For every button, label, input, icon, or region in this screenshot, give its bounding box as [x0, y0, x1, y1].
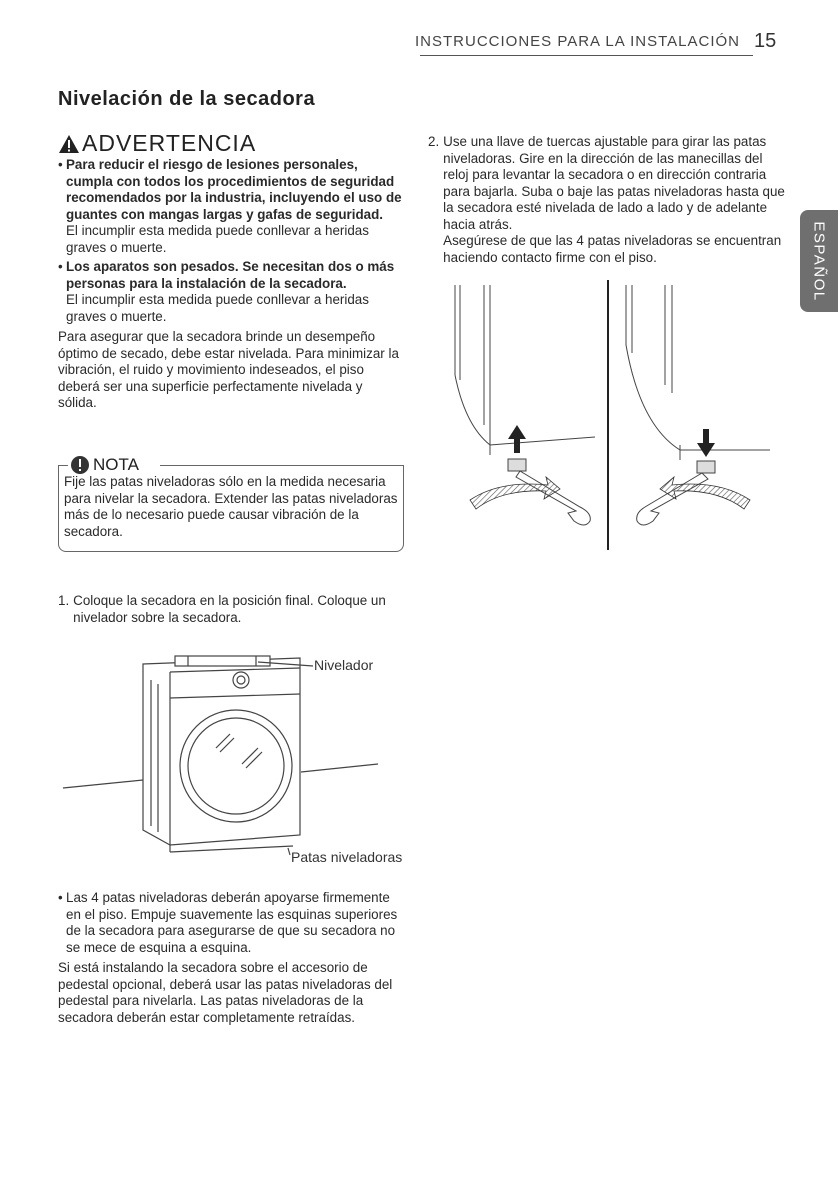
rotate-arrow-left-icon	[470, 477, 560, 509]
section-title: Nivelación de la secadora	[58, 88, 316, 110]
step-extra-text: Asegúrese de que las 4 patas niveladoras se encuentran haciendo contacto firme con el piso.	[443, 233, 782, 265]
note-rule	[160, 465, 403, 466]
intro-paragraph: Para asegurar que la secadora brinde un desempeño óptimo de secado, debe estar nivelada. Para minimizar la vibración, el ruido y movimiento indeseados, el piso deberá ser una superficie perfectamente nivelada y sólida.	[58, 329, 399, 410]
warning-icon	[58, 134, 80, 154]
wrench-illustration	[440, 275, 780, 555]
step-number: 1.	[58, 593, 70, 608]
note-icon	[70, 455, 90, 475]
step-text: Coloque la secadora en la posición final. Coloque un nivelador sobre la secadora.	[73, 593, 386, 625]
page-number: 15	[754, 30, 777, 52]
note-text: Fije las patas niveladoras sólo en la medida necesaria para nivelar la secadora. Extender las patas niveladoras más de lo necesario puede causar vibración de la secadora.	[64, 474, 398, 539]
rotate-arrow-right-icon	[660, 477, 750, 509]
dryer-illustration	[58, 640, 403, 870]
raise-arrow-icon	[508, 425, 526, 453]
step-1	[58, 593, 403, 626]
warning-heading	[58, 130, 256, 157]
warning-list	[58, 157, 403, 412]
lower-arrow-icon	[697, 429, 715, 457]
warning-item	[58, 259, 403, 325]
language-tab	[800, 210, 838, 312]
warning-item-bold: • Para reducir el riesgo de lesiones personales, cumpla con todos los procedimientos de seguridad recomendados por la industria, incluyendo el uso de guantes con mangas largas y gafas de seguridad.	[66, 157, 402, 222]
leveler-label: Nivelador	[314, 657, 374, 673]
warning-item-text: El incumplir esta medida puede conllevar a heridas graves o muerte.	[66, 223, 369, 255]
bottom-paragraph: Si está instalando la secadora sobre el accesorio de pedestal opcional, deberá usar las patas niveladoras del pedestal para nivelarla. Las patas niveladoras de la secadora deberán estar completamente retraídas.	[58, 960, 393, 1025]
step-2	[428, 134, 788, 266]
step-number: 2.	[428, 134, 440, 149]
language-tab-label: ESPAÑOL	[810, 220, 828, 302]
header-title: INSTRUCCIONES PARA LA INSTALACIÓN	[414, 33, 740, 50]
step-text: Use una llave de tuercas ajustable para girar las patas niveladoras. Gire en la dirección de las manecillas del reloj para levantar la secadora o en dirección contraria para bajarla. Suba o baje las patas niveladoras hasta que la secadora esté nivelada de lado a lado y de adelante hacia atrás.	[443, 134, 785, 232]
warning-item	[58, 157, 403, 256]
note-heading-text: NOTA	[93, 455, 139, 474]
bottom-text	[58, 890, 403, 1026]
note-heading	[70, 455, 139, 475]
note-rule	[58, 465, 68, 466]
header-rule	[420, 55, 753, 56]
warning-heading-text: ADVERTENCIA	[82, 130, 257, 156]
leveling-legs-label: Patas niveladoras	[291, 849, 403, 865]
bottom-bullet: • Las 4 patas niveladoras deberán apoyarse firmemente en el piso. Empuje suavemente las esquinas superiores de la secadora para asegurarse de que su secadora no se mece de esquina a esquina.	[58, 890, 403, 956]
warning-item-bold: • Los aparatos son pesados. Se necesitan dos o más personas para la instalación de la secadora.	[66, 259, 395, 291]
warning-item-text: El incumplir esta medida puede conllevar a heridas graves o muerte.	[66, 292, 369, 324]
